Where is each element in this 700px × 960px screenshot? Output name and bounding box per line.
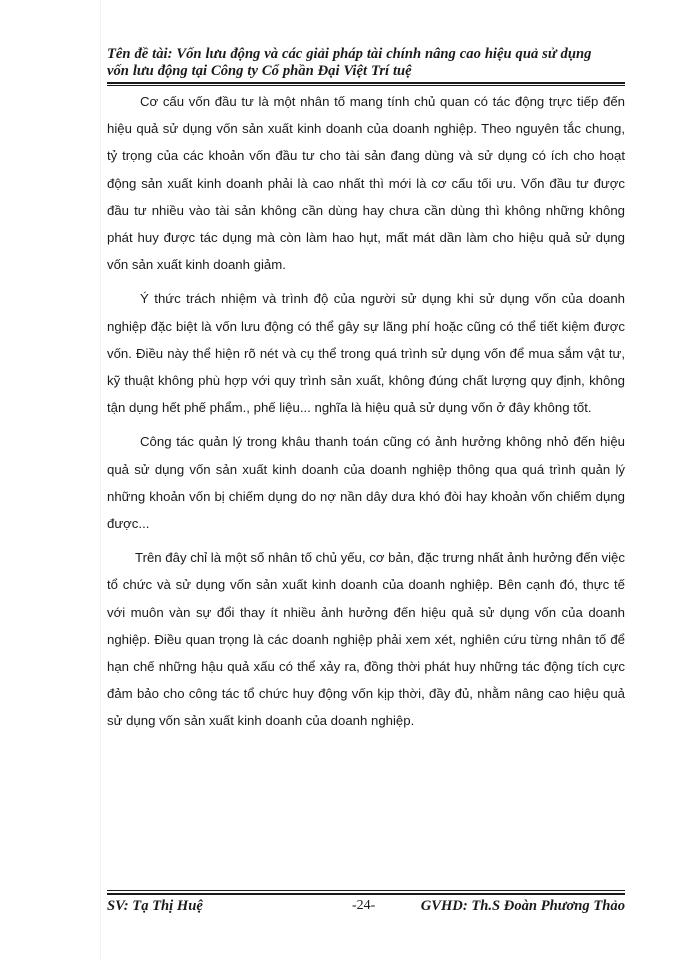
page-footer (107, 898, 625, 918)
footer-rule-thick (107, 893, 625, 895)
page-header (107, 46, 627, 79)
page-number: -24- (352, 898, 376, 913)
paragraph-user-responsibility: Ý thức trách nhiệm và trình độ của người sử dụng khi sử dụng vốn của doanh nghiệp đặc biệt là vốn lưu động có thể gây sự lãng phí hoặc cũng có thể tiết kiệm được vốn. Điều này thể hiện rõ nét và cụ thể trong quá trình sử dụng vốn để mua sắm vật tư, kỹ thuật không phù hợp với quy trình sản xuất, không đúng chất lượng quy định, không tận dụng hết phế phẩm., phế liệu... nghĩa là hiệu quả sử dụng vốn ở đây không tốt. (107, 291, 625, 416)
page-margin-line (100, 0, 101, 960)
thesis-title-line-1: Tên đề tài: Vốn lưu động và các giải pháp tài chính nâng cao hiệu quả sử dụng (107, 46, 592, 62)
student-name: SV: Tạ Thị Huệ (107, 898, 203, 914)
paragraph-payment-management: Công tác quản lý trong khâu thanh toán cũng có ảnh hưởng không nhỏ đến hiệu quả sử dụng vốn sản xuất kinh doanh của doanh nghiệp thông qua quá trình quản lý những khoản vốn bị chiếm dụng do nợ nần dây dưa khó đòi hay khoản vốn chiếm dụng được... (107, 434, 625, 532)
header-rule-thick (107, 82, 625, 84)
footer-rule-thin (107, 890, 625, 891)
paragraph-capital-structure: Cơ cấu vốn đầu tư là một nhân tố mang tính chủ quan có tác động trực tiếp đến hiệu quả sử dụng vốn sản xuất kinh doanh của doanh nghiệp. Theo nguyên tắc chung, tỷ trọng của các khoản vốn đầu tư cho tài sản đang dùng và sử dụng có ích cho hoạt động sản xuất kinh doanh phải là cao nhất thì mới là cơ cấu tối ưu. Vốn đầu tư được đầu tư nhiều vào tài sản không cần dùng hay chưa cần dùng thì không những không phát huy được tác dụng mà còn làm hao hụt, mất mát dần làm cho hiệu quả sử dụng vốn sản xuất kinh doanh giảm. (107, 94, 625, 273)
thesis-title-line-2: vốn lưu động tại Công ty Cổ phần Đại Việt Trí tuệ (107, 62, 412, 79)
advisor-name: GVHD: Th.S Đoàn Phương Thảo (420, 898, 625, 914)
document-body (107, 88, 625, 742)
paragraph-summary: Trên đây chỉ là một số nhân tố chủ yếu, cơ bản, đặc trưng nhất ảnh hưởng đến việc tổ chức và sử dụng vốn sản xuất kinh doanh của doanh nghiệp. Bên cạnh đó, thực tế với muôn vàn sự đổi thay ít nhiều ảnh hưởng đến hiệu quả sử dụng vốn của doanh nghiệp. Điều quan trọng là các doanh nghiệp phải xem xét, nghiên cứu từng nhân tố để hạn chế những hậu quả xấu có thể xảy ra, đồng thời phát huy những tác động tích cực đảm bảo cho công tác tổ chức huy động vốn kịp thời, đầy đủ, nhằm nâng cao hiệu quả sử dụng vốn sản xuất kinh doanh của doanh nghiệp. (107, 550, 625, 729)
header-rule-thin (107, 85, 625, 86)
